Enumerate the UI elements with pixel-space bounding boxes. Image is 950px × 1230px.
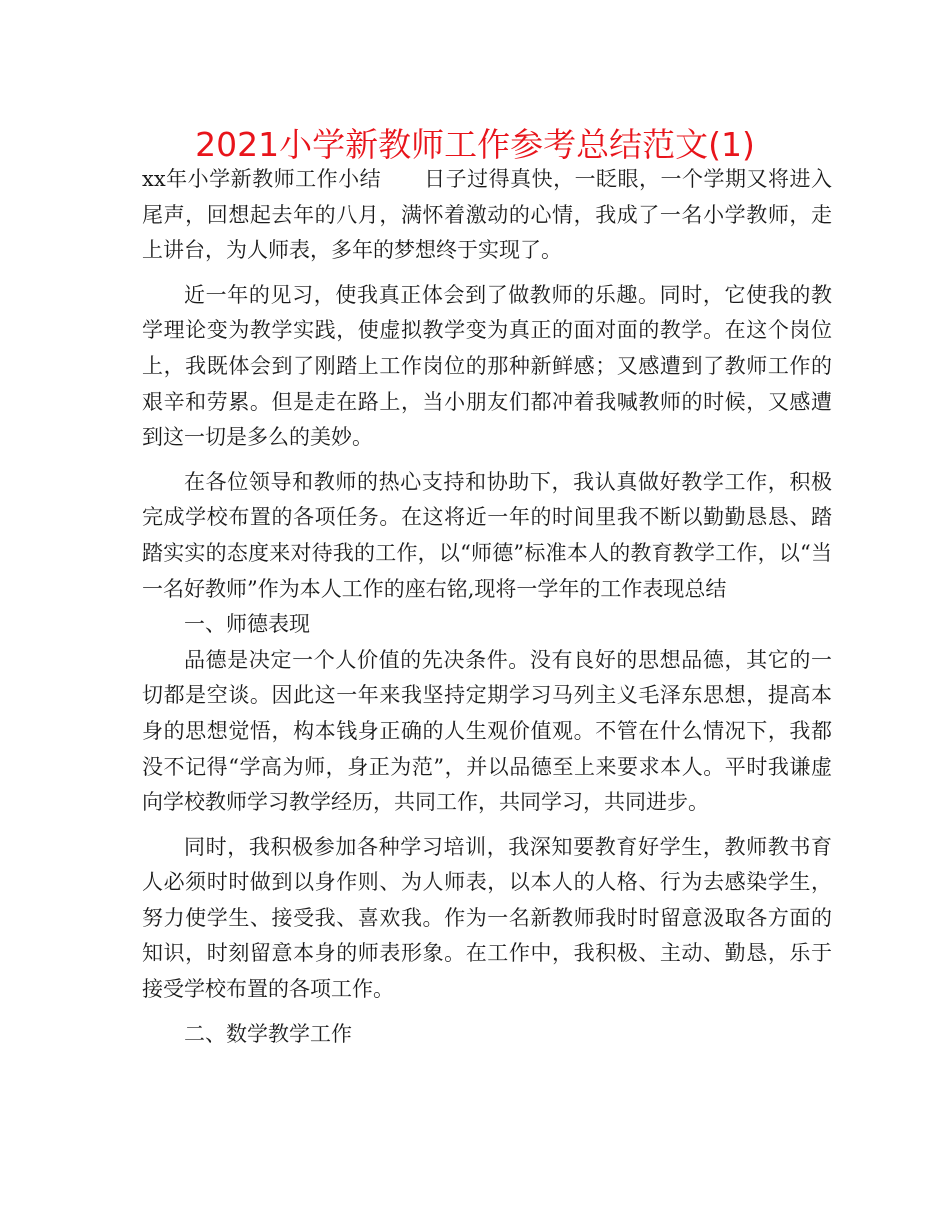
paragraph-support: 在各位领导和教师的热心支持和协助下，我认真做好教学工作，积极完成学校布置的各项任务。在这将近一年的时间里我不断以勤勤恳恳、踏踏实实的态度来对待我的工作，以“师德”标准本人的教育教学工作，以“当一名好教师”作为本人工作的座右铭,现将一学年的工作表现总结 xyxy=(142,469,832,601)
paragraph-training: 同时，我积极参加各种学习培训，我深知要教育好学生，教师教书育人必须时时做到以身作则、为人师表，以本人的人格、行为去感染学生，努力使学生、接受我、喜欢我。作为一名新教师我时时留意汲取各方面的知识，时刻留意本身的师表形象。在工作中，我积极、主动、勤恳，乐于接受学校布置的各项工作。 xyxy=(142,834,832,1002)
section-heading-math: 二、数学教学工作 xyxy=(184,1021,352,1046)
document-body xyxy=(142,162,832,1052)
paragraph-ethics: 品德是决定一个人价值的先决条件。没有良好的思想品德，其它的一切都是空谈。因此这一年来我坚持定期学习马列主义毛泽东思想，提高本身的思想觉悟，构本钱身正确的人生观价值观。不管在什么情况下，我都没不记得“学高为师，身正为范”，并以品德至上来要求本人。平时我谦虚向学校教师学习教学经历，共同工作，共同学习，共同进步。 xyxy=(142,647,832,815)
paragraph-internship: 近一年的见习，使我真正体会到了做教师的乐趣。同时，它使我的教学理论变为教学实践，使虚拟教学变为真正的面对面的教学。在这个岗位上，我既体会到了刚踏上工作岗位的那种新鲜感；又感遭到了教师工作的艰辛和劳累。但是走在路上，当小朋友们都冲着我喊教师的时候，又感遭到这一切是多么的美妙。 xyxy=(142,282,832,450)
paragraph-intro: xx年小学新教师工作小结 日子过得真快，一眨眼，一个学期又将进入尾声，回想起去年的八月，满怀着激动的心情，我成了一名小学教师，走上讲台，为人师表，多年的梦想终于实现了。 xyxy=(142,167,832,263)
document-title: 2021小学新教师工作参考总结范文(1) xyxy=(195,125,755,164)
section-heading-ethics: 一、师德表现 xyxy=(184,612,310,637)
